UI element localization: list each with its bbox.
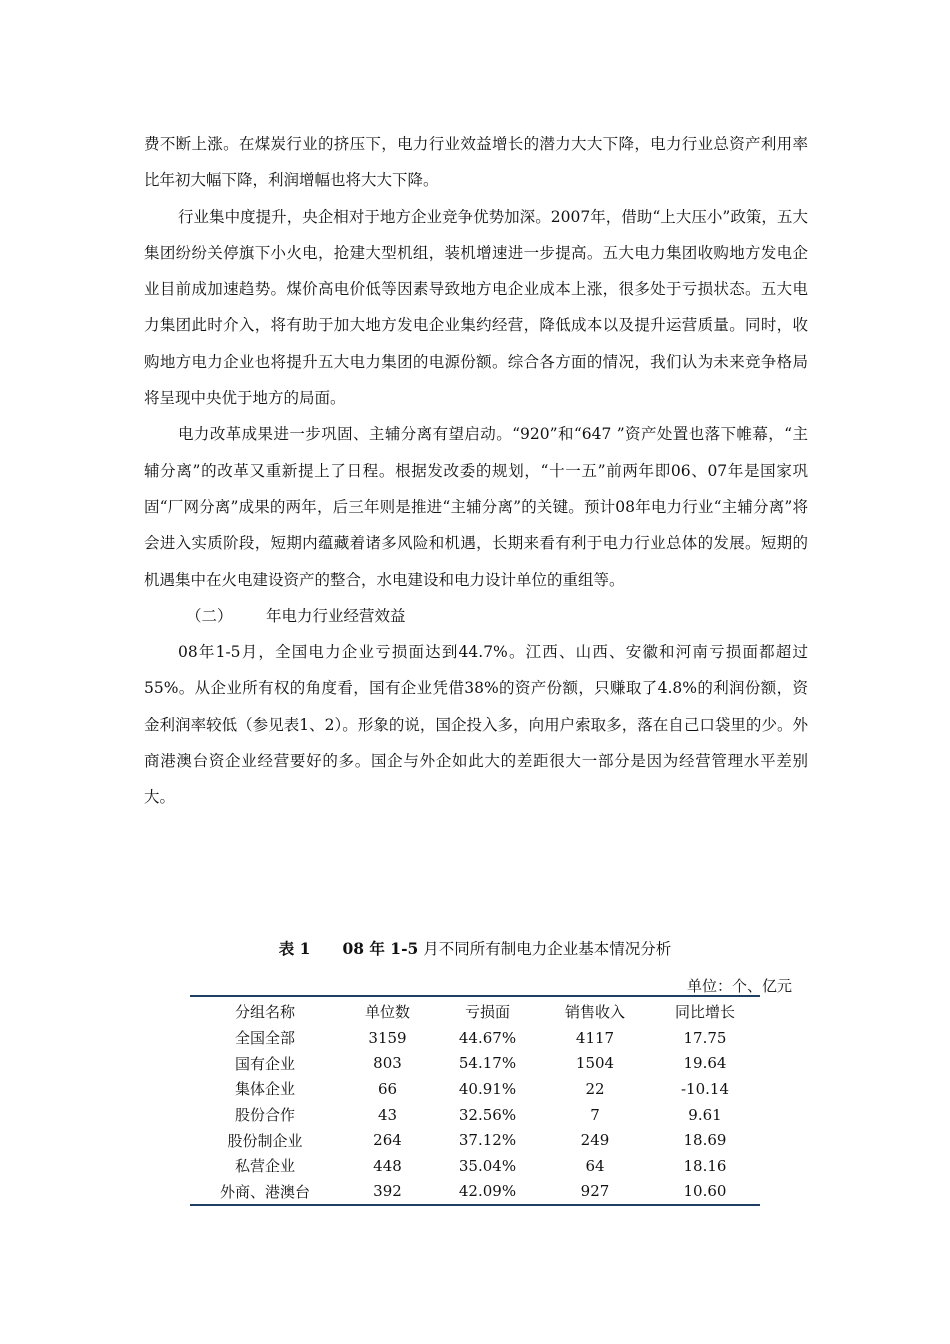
column-header: 同比增长 (674, 1002, 735, 1021)
table-cell: 40.91% (458, 1079, 517, 1098)
table-cell: 1504 (575, 1054, 615, 1073)
table-cell: 18.69 (683, 1131, 727, 1150)
table-title-rest: 月不同所有制电力企业基本情况分析 (418, 940, 672, 958)
table-cell: 43 (377, 1105, 398, 1124)
table-row (190, 1127, 760, 1153)
table-cell: 7 (590, 1105, 600, 1124)
table-caption (190, 937, 760, 959)
table-cell: 集体企业 (234, 1080, 295, 1099)
column-header: 单位数 (364, 1002, 410, 1021)
body-text (144, 126, 808, 816)
table-row (190, 1179, 760, 1206)
table-header-row (190, 996, 760, 1025)
table-cell: 股份合作 (234, 1106, 295, 1125)
paragraph-3: 电力改革成果进一步巩固、主辅分离有望启动。“920”和“647 ”资产处置也落下帷幕，“主辅分离”的改革又重新提上了日程。根据发改委的规划，“十一五”前两年即06、07年是国家巩固“厂网分离”成果的两年，后三年则是推进“主辅分离”的关键。预计08年电力行业“主辅分离”将会进入实质阶段，短期内蕴藏着诸多风险和机遇，长期来看有利于电力行业总体的发展。短期的机遇集中在火电建设资产的整合，水电建设和电力设计单位的重组等。 (144, 425, 808, 589)
table-row (190, 1153, 760, 1179)
table-title (342, 940, 671, 958)
table-cell: 249 (580, 1131, 610, 1150)
table-cell: 392 (373, 1182, 402, 1201)
column-header: 销售收入 (564, 1002, 625, 1021)
table-cell: 股份制企业 (227, 1131, 303, 1150)
table-row (190, 1102, 760, 1128)
table-row (190, 1025, 760, 1051)
paragraph-4: 08年1-5月，全国电力企业亏损面达到44.7%。江西、山西、安徽和河南亏损面都超过55%。从企业所有权的角度看，国有企业凭借38%的资产份额，只赚取了4.8%的利润份额，资金利润率较低（参见表1、2）。形象的说，国企投入多，向用户索取多，落在自己口袋里的少。外商港澳台资企业经营要好的多。国企与外企如此大的差距很大一部分是因为经营管理水平差别大。 (144, 643, 808, 807)
table-cell: 19.64 (683, 1054, 727, 1073)
table-row (190, 1051, 760, 1077)
table-cell: 22 (585, 1079, 605, 1098)
table-label: 表 1 (278, 939, 311, 958)
table-cell: 42.09% (458, 1182, 517, 1201)
table-cell: 17.75 (683, 1028, 727, 1047)
table-cell: 32.56% (458, 1105, 517, 1124)
table-cell: 全国全部 (234, 1029, 295, 1048)
table-cell: 264 (373, 1131, 402, 1150)
paragraph-1: 费不断上涨。在煤炭行业的挤压下，电力行业效益增长的潜力大大下降，电力行业总资产利用率比年初大幅下降，利润增幅也将大大下降。 (144, 135, 808, 190)
paragraph-2: 行业集中度提升，央企相对于地方企业竞争优势加深。2007年，借助“上大压小”政策，五大集团纷纷关停旗下小火电，抢建大型机组，装机增速进一步提高。五大电力集团收购地方发电企业目前成加速趋势。煤价高电价低等因素导致地方电企业成本上涨，很多处于亏损状态。五大电力集团此时介入，将有助于加大地方发电企业集约经营，降低成本以及提升运营质量。同时，收购地方电力企业也将提升五大电力集团的电源份额。综合各方面的情况，我们认为未来竞争格局将呈现中央优于地方的局面。 (144, 207, 808, 408)
table-title-bold: 08 年 1-5 (342, 939, 419, 958)
section-heading (144, 598, 808, 634)
table-cell: 3159 (368, 1028, 407, 1047)
table-row (190, 1076, 760, 1102)
table-cell: 448 (373, 1156, 402, 1175)
column-header: 亏损面 (464, 1002, 510, 1021)
data-table (190, 995, 760, 1206)
table-cell: 35.04% (458, 1156, 517, 1175)
table-cell: 927 (580, 1182, 610, 1201)
table-cell: 66 (377, 1079, 398, 1098)
table-cell: 64 (585, 1156, 605, 1175)
section-title: 年电力行业经营效益 (266, 606, 406, 625)
column-header: 分组名称 (234, 1002, 295, 1021)
table-cell: 54.17% (458, 1054, 517, 1073)
table-cell: 44.67% (458, 1028, 517, 1047)
table-unit-note: 单位：个、亿元 (686, 977, 792, 995)
table-cell: 外商、港澳台 (219, 1182, 310, 1201)
table-cell: 37.12% (458, 1131, 517, 1150)
table-cell: 18.16 (683, 1156, 727, 1175)
table-cell: 803 (373, 1054, 402, 1073)
table-cell: 国有企业 (234, 1054, 295, 1073)
section-number: （二） (186, 606, 233, 625)
table-cell: 9.61 (688, 1105, 722, 1124)
table-cell: -10.14 (680, 1079, 729, 1098)
table-cell: 4117 (575, 1028, 615, 1047)
table-cell: 10.60 (683, 1182, 727, 1201)
table-cell: 私营企业 (234, 1157, 295, 1176)
